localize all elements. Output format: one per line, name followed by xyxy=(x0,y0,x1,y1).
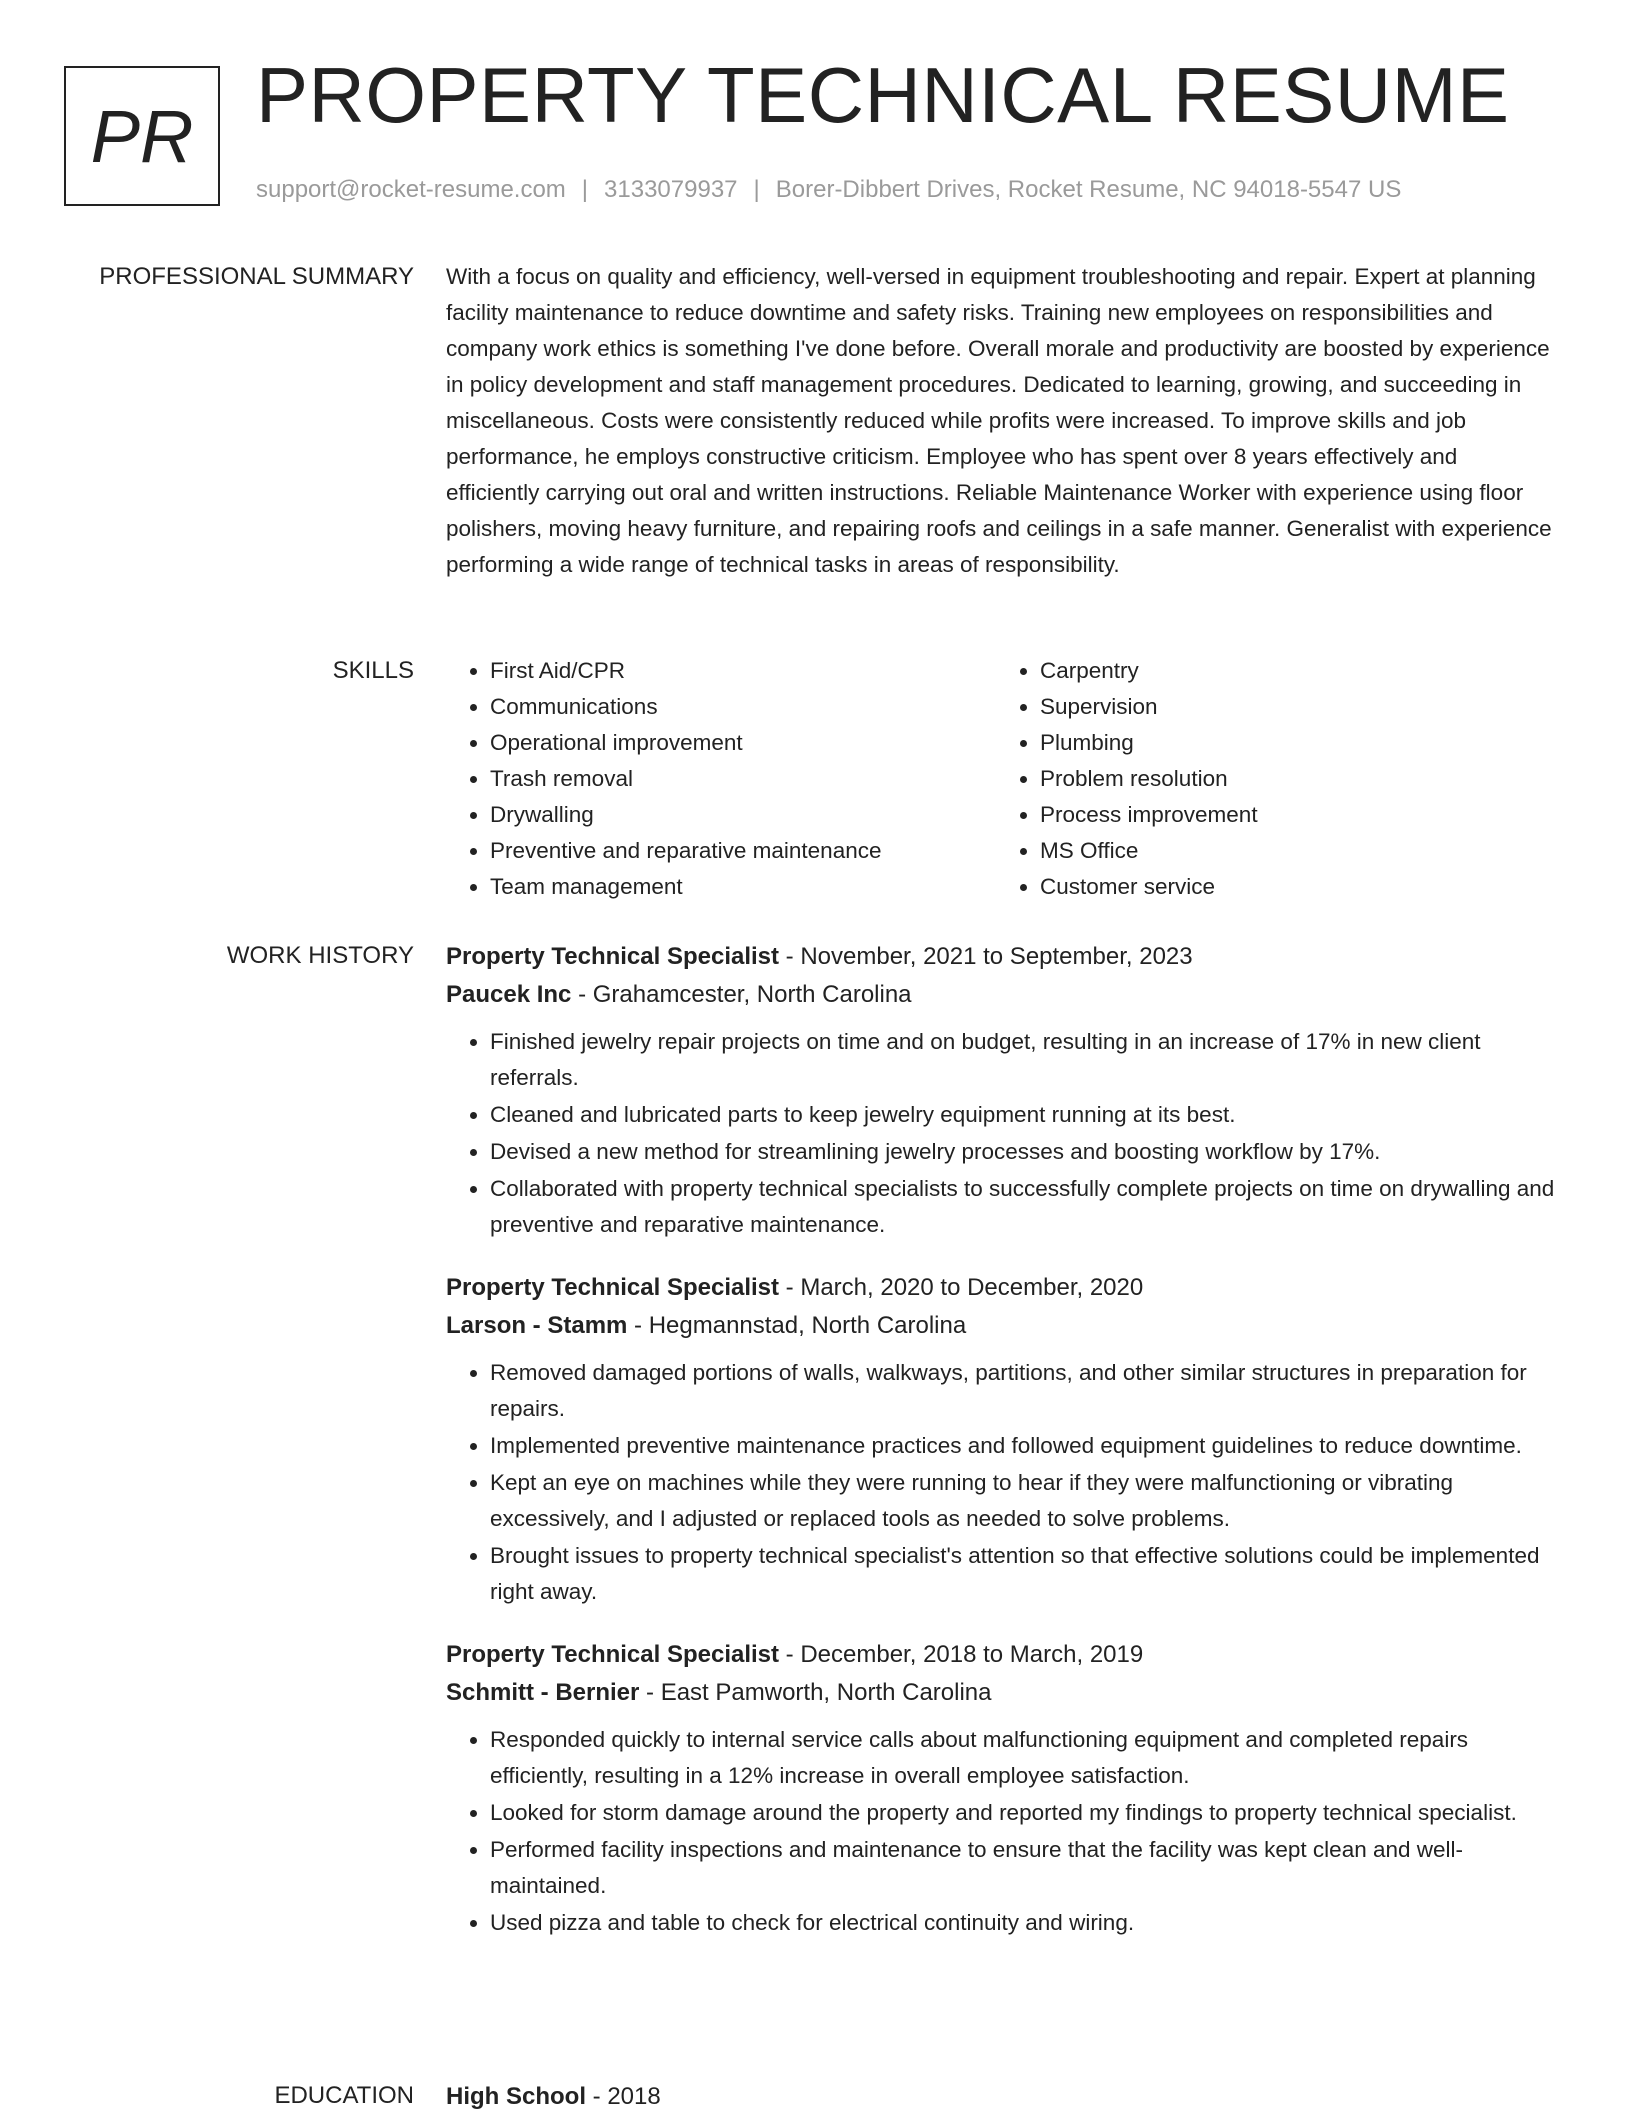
skill-item: • MS Office xyxy=(1040,833,1546,869)
section-label-education: EDUCATION xyxy=(274,2082,414,2109)
work-history-body xyxy=(446,938,1556,1967)
skill-item: • Carpentry xyxy=(1040,653,1546,689)
skill-item: • Problem resolution xyxy=(1040,761,1546,797)
skill-item: • Plumbing xyxy=(1040,725,1546,761)
skill-item: • Customer service xyxy=(1040,869,1546,905)
job-bullet: • Collaborated with property technical specialists to successfully complete projects on time on drywalling and preventive and reparative maintenance. xyxy=(490,1171,1556,1243)
job-entry xyxy=(446,1269,1556,1610)
skill-item: • Team management xyxy=(490,869,996,905)
job-location: - East Pamworth, North Carolina xyxy=(639,1679,992,1706)
job-bullet: • Cleaned and lubricated parts to keep jewelry equipment running at its best. xyxy=(490,1097,1556,1133)
summary-text: With a focus on quality and efficiency, well-versed in equipment troubleshooting and repair. Expert at planning facility maintenance to reduce downtime and safety risks. Training new employees on responsibilities and company work ethics is something I've done before. Overall morale and productivity are boosted by experience in policy development and staff management procedures. Dedicated to learning, growing, and succeeding in miscellaneous. Costs were consistently reduced while profits were increased. To improve skills and job performance, he employs constructive criticism. Employee who has spent over 8 years effectively and efficiently carrying out oral and written instructions. Reliable Maintenance Worker with experience using floor polishers, moving heavy furniture, and repairing roofs and ceilings in a safe manner. Generalist with experience performing a wide range of technical tasks in areas of responsibility. xyxy=(446,264,1552,577)
skill-item: • Communications xyxy=(490,689,996,725)
skill-item: • Trash removal xyxy=(490,761,996,797)
contact-phone[interactable]: 3133079937 xyxy=(604,176,738,203)
job-bullet: • Removed damaged portions of walls, walkways, partitions, and other similar structures in preparation for repairs. xyxy=(490,1355,1556,1427)
job-bullet: • Responded quickly to internal service calls about malfunctioning equipment and completed repairs efficiently, resulting in a 12% increase in overall employee satisfaction. xyxy=(490,1722,1556,1794)
job-title: Property Technical Specialist xyxy=(446,943,780,970)
skill-item: • Preventive and reparative maintenance xyxy=(490,833,996,869)
job-title-line xyxy=(446,938,1556,976)
job-bullets xyxy=(446,1024,1556,1243)
job-company-line xyxy=(446,976,1556,1014)
skill-item: • Process improvement xyxy=(1040,797,1546,833)
summary-body xyxy=(446,259,1556,583)
job-company-line xyxy=(446,1674,1556,1712)
job-title: Property Technical Specialist xyxy=(446,1641,780,1668)
skills-grid xyxy=(446,653,1556,905)
job-dates: - March, 2020 to December, 2020 xyxy=(779,1274,1144,1301)
skill-item: • Operational improvement xyxy=(490,725,996,761)
section-label-skills: SKILLS xyxy=(332,657,414,684)
job-bullet: • Finished jewelry repair projects on time and on budget, resulting in an increase of 17% in new client referrals. xyxy=(490,1024,1556,1096)
job-dates: - November, 2021 to September, 2023 xyxy=(779,943,1193,970)
contact-line xyxy=(256,176,1401,204)
job-title: Property Technical Specialist xyxy=(446,1274,780,1301)
job-bullets xyxy=(446,1355,1556,1610)
monogram-badge xyxy=(64,66,220,206)
job-bullet: • Kept an eye on machines while they were running to hear if they were malfunctioning or vibrating excessively, and I adjusted or replaced tools as needed to solve problems. xyxy=(490,1465,1556,1537)
job-title-line xyxy=(446,1269,1556,1307)
skills-list-left xyxy=(446,653,996,905)
skill-item: • Drywalling xyxy=(490,797,996,833)
monogram-initials: PR xyxy=(90,94,194,178)
job-bullet: • Implemented preventive maintenance practices and followed equipment guidelines to reduce downtime. xyxy=(490,1428,1556,1464)
job-company-line xyxy=(446,1307,1556,1345)
job-company: Schmitt - Bernier xyxy=(446,1679,640,1706)
skill-item: • Supervision xyxy=(1040,689,1546,725)
job-company: Larson - Stamm xyxy=(446,1312,628,1339)
job-bullet: • Performed facility inspections and maintenance to ensure that the facility was kept clean and well-maintained. xyxy=(490,1832,1556,1904)
skill-item: • First Aid/CPR xyxy=(490,653,996,689)
education-degree: High School xyxy=(446,2083,586,2110)
contact-email[interactable]: support@rocket-resume.com xyxy=(256,176,566,203)
job-location: - Grahamcester, North Carolina xyxy=(571,981,912,1008)
section-label-summary: PROFESSIONAL SUMMARY xyxy=(99,263,414,290)
job-bullet: • Brought issues to property technical specialist's attention so that effective solutions could be implemented right away. xyxy=(490,1538,1556,1610)
job-title-line xyxy=(446,1636,1556,1674)
education-year: - 2018 xyxy=(586,2083,661,2110)
job-entry xyxy=(446,938,1556,1243)
job-entry xyxy=(446,1636,1556,1941)
resume-title: PROPERTY TECHNICAL RESUME xyxy=(256,51,1510,139)
job-location: - Hegmannstad, North Carolina xyxy=(627,1312,967,1339)
section-label-work: WORK HISTORY xyxy=(226,942,414,969)
job-bullets xyxy=(446,1722,1556,1941)
contact-address: Borer-Dibbert Drives, Rocket Resume, NC 94018-5547 US xyxy=(775,176,1402,203)
job-bullet: • Looked for storm damage around the property and reported my findings to property technical specialist. xyxy=(490,1795,1556,1831)
job-company: Paucek Inc xyxy=(446,981,572,1008)
job-bullet: • Devised a new method for streamlining jewelry processes and boosting workflow by 17%. xyxy=(490,1134,1556,1170)
contact-separator: | xyxy=(581,176,589,203)
education-body xyxy=(446,2078,1556,2116)
contact-separator: | xyxy=(753,176,760,203)
skills-list-right xyxy=(996,653,1546,905)
job-bullet: • Used pizza and table to check for electrical continuity and wiring. xyxy=(490,1905,1556,1941)
job-dates: - December, 2018 to March, 2019 xyxy=(779,1641,1144,1668)
